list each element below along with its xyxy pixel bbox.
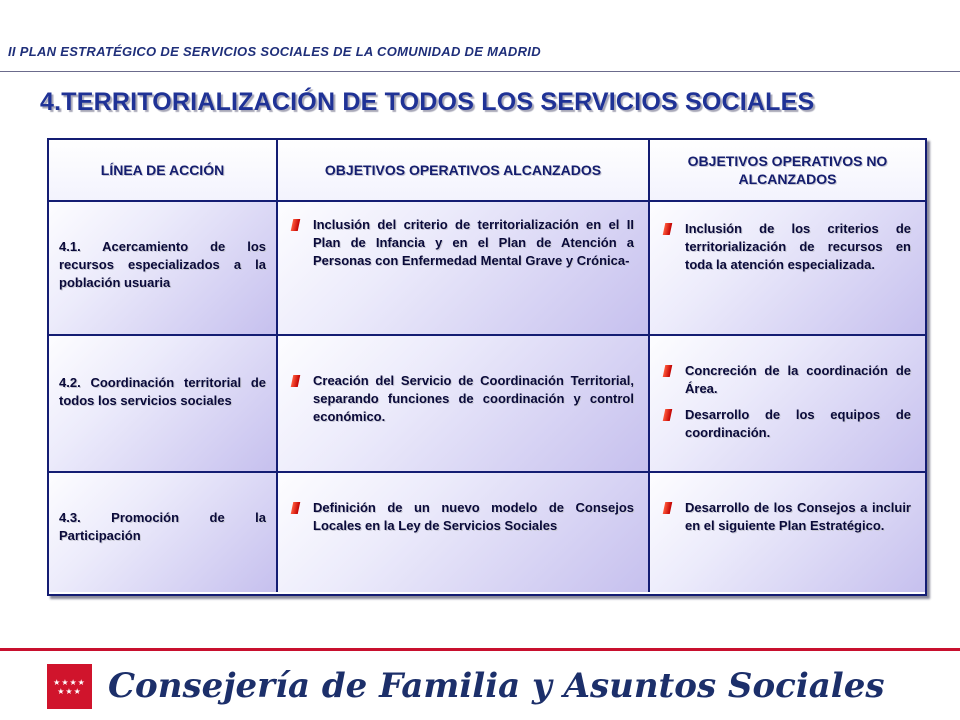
achieved-cell — [278, 202, 650, 336]
organization-name: Consejería de Familia y Asuntos Sociales — [108, 666, 885, 706]
column-header-not-achieved: OBJETIVOS OPERATIVOS NO ALCANZADOS — [650, 140, 925, 202]
red-bullet-icon — [291, 375, 301, 387]
list-item — [664, 220, 911, 274]
red-bullet-icon — [663, 409, 673, 421]
page-title: 4.TERRITORIALIZACIÓN DE TODOS LOS SERVICIOS SOCIALES — [40, 88, 815, 116]
not-achieved-cell — [650, 336, 925, 473]
achieved-cell — [278, 473, 650, 592]
action-line-cell: 4.2. Coordinación territorial de todos los servicios sociales — [49, 336, 278, 473]
red-bullet-icon — [663, 223, 673, 235]
list-item — [292, 499, 634, 535]
achieved-cell — [278, 336, 650, 473]
objective-text: Definición de un nuevo modelo de Consejos Locales en la Ley de Servicios Sociales — [313, 500, 634, 533]
objective-text: Concreción de la coordinación de Área. — [685, 363, 911, 396]
list-item — [664, 499, 911, 535]
objective-text: Inclusión de los criterios de territorialización de recursos en toda la atención especializada. — [685, 221, 911, 272]
list-item — [292, 216, 634, 270]
objective-text: Inclusión del criterio de territorialización en el II Plan de Infancia y en el Plan de Atención a Personas con Enfermedad Mental Grave y Crónica- — [313, 217, 634, 268]
not-achieved-cell — [650, 202, 925, 336]
header-divider — [0, 71, 960, 72]
footer-divider — [0, 648, 960, 651]
action-line-cell: 4.1. Acercamiento de los recursos especializados a la población usuaria — [49, 202, 278, 336]
not-achieved-cell — [650, 473, 925, 592]
comunidad-madrid-logo — [47, 664, 92, 709]
list-item — [292, 372, 634, 426]
objectives-table — [47, 138, 927, 596]
red-bullet-icon — [291, 219, 301, 231]
red-bullet-icon — [291, 502, 301, 514]
stars-icon: ★★★★ — [53, 677, 86, 687]
list-item — [664, 406, 911, 442]
red-bullet-icon — [663, 502, 673, 514]
column-header-achieved: OBJETIVOS OPERATIVOS ALCANZADOS — [278, 140, 650, 202]
objective-text: Desarrollo de los equipos de coordinación. — [685, 407, 911, 440]
plan-header: II PLAN ESTRATÉGICO DE SERVICIOS SOCIALES DE LA COMUNIDAD DE MADRID — [8, 44, 541, 59]
stars-icon: ★★★ — [57, 686, 82, 696]
action-line-cell: 4.3. Promoción de la Participación — [49, 473, 278, 592]
red-bullet-icon — [663, 365, 673, 377]
objective-text: Creación del Servicio de Coordinación Territorial, separando funciones de coordinación y control económico. — [313, 373, 634, 424]
column-header-line: LÍNEA DE ACCIÓN — [49, 140, 278, 202]
list-item — [664, 362, 911, 398]
objective-text: Desarrollo de los Consejos a incluir en el siguiente Plan Estratégico. — [685, 500, 911, 533]
